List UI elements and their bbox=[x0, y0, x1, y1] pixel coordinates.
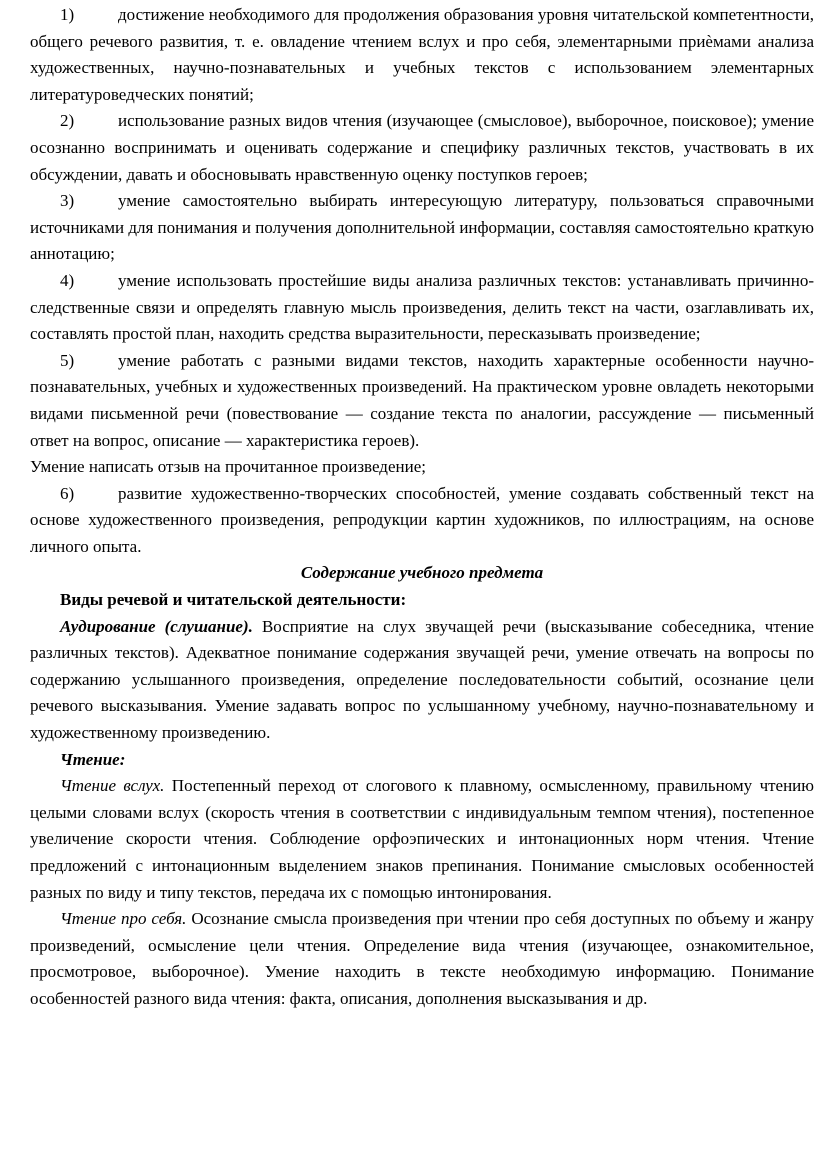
list-number: 5) bbox=[60, 350, 75, 370]
list-number: 6) bbox=[60, 483, 75, 503]
list-item-2 bbox=[30, 108, 814, 188]
list-number: 2) bbox=[60, 111, 75, 131]
subsection-title: Виды речевой и читательской деятельности: bbox=[60, 590, 407, 610]
listening-lead: Аудирование (слушание). bbox=[60, 616, 253, 636]
reading-heading: Чтение: bbox=[60, 749, 126, 769]
list-text: использование разных видов чтения (изучающее (смысловое), выборочное, поисковое); умение осознанно воспринимать и оценивать содержание и специфику различных текстов, участвовать в их обсуждении, давать и обосновывать нравственную оценку поступков героев; bbox=[30, 111, 814, 184]
section-title: Содержание учебного предмета bbox=[300, 563, 544, 583]
listening-text: Восприятие на слух звучащей речи (высказывание собеседника, чтение различных текстов). Адекватное понимание содержания звучащей речи, умение отвечать на вопросы по содержанию услышанного произведения, определение последовательности событий, осознание цели речевого высказывания. Умение задавать вопрос по услышанному учебному, научно-познавательному и художественному произведению. bbox=[30, 616, 814, 743]
list-text: умение работать с разными видами текстов, находить характерные особенности научно-познавательных, учебных и художественных произведений. На практическом уровне овладеть некоторыми видами письменной речи (повествование — создание текста по аналогии, рассуждение — письменный ответ на вопрос, описание — характеристика героев). bbox=[30, 350, 814, 450]
list-text: достижение необходимого для продолжения образования уровня читательской компетентности, общего речевого развития, т. е. овладение чтением вслух и про себя, элементарными приѐмами анализа художественных, научно-познавательных и учебных текстов с использованием элементарных литературоведческих понятий; bbox=[30, 5, 814, 104]
reading-aloud-paragraph bbox=[30, 773, 814, 906]
reading-aloud-lead: Чтение вслух. bbox=[60, 776, 165, 796]
list-item-1 bbox=[30, 2, 814, 108]
list-text: умение самостоятельно выбирать интересующую литературу, пользоваться справочными источниками для понимания и получения дополнительной информации, составляя самостоятельно краткую аннотацию; bbox=[30, 191, 814, 264]
list-text: умение использовать простейшие виды анализа различных текстов: устанавливать причинно-следственные связи и определять главную мысль произведения, делить текст на части, озаглавливать их, составлять простой план, находить средства выразительности, пересказывать произведение; bbox=[30, 270, 814, 344]
list-text: развитие художественно-творческих способностей, умение создавать собственный текст на основе художественного произведения, репродукции картин художников, по иллюстрациям, на основе личного опыта. bbox=[30, 483, 814, 556]
list-number: 3) bbox=[60, 191, 75, 211]
silent-reading-text: Осознание смысла произведения при чтении про себя доступных по объему и жанру произведений, осмысление цели чтения. Определение вида чтения (изучающее, ознакомительное, просмотровое, выборочное). Умение находить в тексте необходимую информацию. Понимание особенностей разного вида чтения: факта, описания, дополнения высказывания и др. bbox=[30, 909, 815, 1008]
silent-reading-lead: Чтение про себя. bbox=[60, 909, 187, 929]
list-item-6 bbox=[30, 481, 814, 561]
list-number: 4) bbox=[60, 270, 75, 290]
listening-paragraph bbox=[30, 614, 814, 747]
list-item-4 bbox=[30, 268, 814, 348]
silent-reading-paragraph bbox=[30, 906, 814, 1012]
list-number: 1) bbox=[60, 5, 75, 24]
reading-aloud-text: Постепенный переход от слогового к плавному, осмысленному, правильному чтению целыми словами вслух (скорость чтения в соответствии с индивидуальным темпом чтения), постепенное увеличение скорости чтения. Соблюдение орфоэпических и интонационных норм чтения. Чтение предложений с интонационным выделением знаков препинания. Понимание смысловых особенностей разных по виду и типу текстов, передача их с помощью интонирования. bbox=[30, 776, 814, 902]
document-page bbox=[30, 2, 814, 1013]
list-item-3 bbox=[30, 188, 814, 268]
review-line: Умение написать отзыв на прочитанное произведение; bbox=[30, 457, 426, 477]
list-item-5 bbox=[30, 348, 814, 454]
